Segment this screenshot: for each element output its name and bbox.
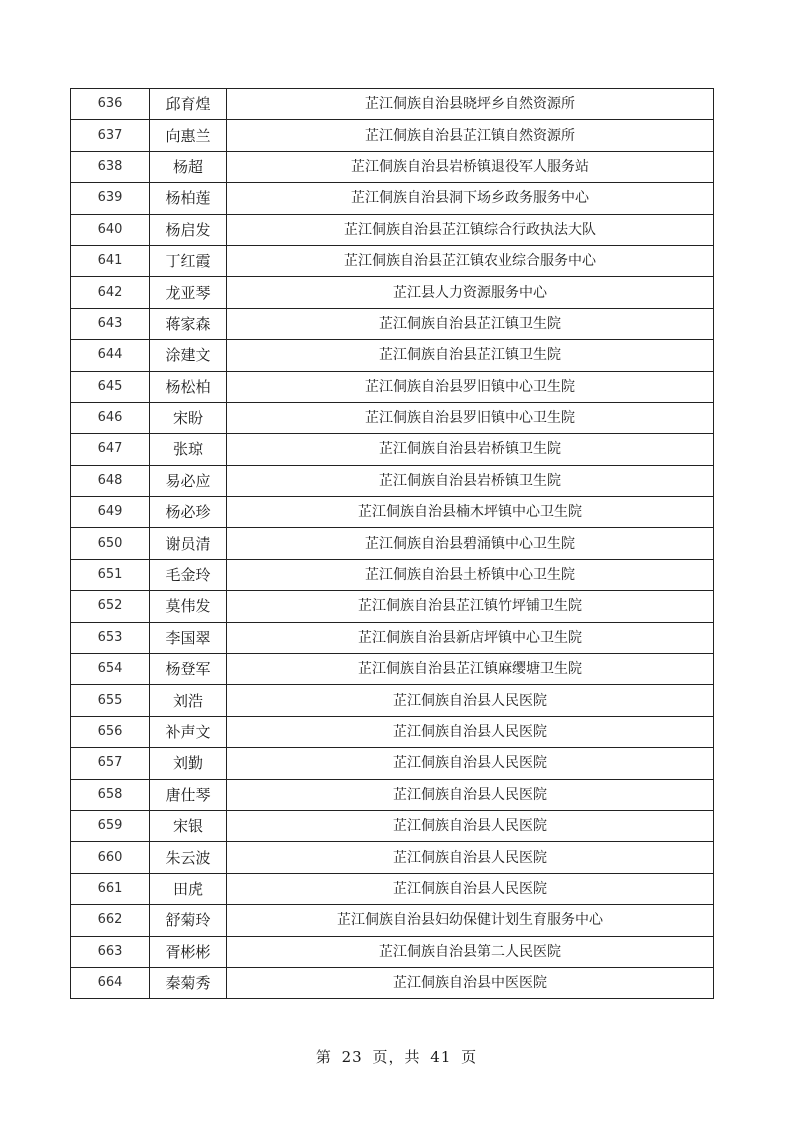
person-name: 易必应	[150, 465, 227, 496]
organization-name: 芷江侗族自治县芷江镇麻缨塘卫生院	[227, 654, 714, 685]
organization-name: 芷江侗族自治县岩桥镇卫生院	[227, 434, 714, 465]
organization-name: 芷江侗族自治县晓坪乡自然资源所	[227, 89, 714, 120]
row-number: 659	[71, 810, 150, 841]
row-number: 647	[71, 434, 150, 465]
person-name: 杨柏莲	[150, 183, 227, 214]
footer-current-page: 23	[341, 1048, 363, 1066]
organization-name: 芷江侗族自治县芷江镇卫生院	[227, 340, 714, 371]
organization-name: 芷江侗族自治县芷江镇卫生院	[227, 308, 714, 339]
table-row	[71, 936, 714, 967]
person-name: 朱云波	[150, 842, 227, 873]
person-name: 杨必珍	[150, 497, 227, 528]
row-number: 640	[71, 214, 150, 245]
person-name: 杨松柏	[150, 371, 227, 402]
table-row	[71, 465, 714, 496]
organization-name: 芷江侗族自治县妇幼保健计划生育服务中心	[227, 905, 714, 936]
table-row	[71, 873, 714, 904]
row-number: 663	[71, 936, 150, 967]
row-number: 658	[71, 779, 150, 810]
row-number: 649	[71, 497, 150, 528]
person-name: 舒菊玲	[150, 905, 227, 936]
person-name: 田虎	[150, 873, 227, 904]
person-name: 蒋家森	[150, 308, 227, 339]
table-row	[71, 183, 714, 214]
person-name: 刘浩	[150, 685, 227, 716]
row-number: 642	[71, 277, 150, 308]
organization-name: 芷江侗族自治县芷江镇农业综合服务中心	[227, 245, 714, 276]
organization-name: 芷江侗族自治县芷江镇综合行政执法大队	[227, 214, 714, 245]
organization-name: 芷江侗族自治县人民医院	[227, 810, 714, 841]
organization-name: 芷江县人力资源服务中心	[227, 277, 714, 308]
person-name: 宋盼	[150, 402, 227, 433]
row-number: 637	[71, 120, 150, 151]
table-row	[71, 842, 714, 873]
person-name: 李国翠	[150, 622, 227, 653]
table-row	[71, 214, 714, 245]
footer-prefix: 第	[315, 1048, 332, 1066]
roster-table	[70, 88, 714, 999]
person-name: 邱育煌	[150, 89, 227, 120]
table-row	[71, 277, 714, 308]
table-row	[71, 654, 714, 685]
person-name: 秦菊秀	[150, 967, 227, 998]
table-row	[71, 120, 714, 151]
person-name: 胥彬彬	[150, 936, 227, 967]
table-row	[71, 245, 714, 276]
row-number: 654	[71, 654, 150, 685]
organization-name: 芷江侗族自治县罗旧镇中心卫生院	[227, 402, 714, 433]
organization-name: 芷江侗族自治县人民医院	[227, 842, 714, 873]
row-number: 651	[71, 559, 150, 590]
person-name: 莫伟发	[150, 591, 227, 622]
table-row	[71, 89, 714, 120]
table-row	[71, 622, 714, 653]
row-number: 664	[71, 967, 150, 998]
organization-name: 芷江侗族自治县新店坪镇中心卫生院	[227, 622, 714, 653]
person-name: 丁红霞	[150, 245, 227, 276]
row-number: 641	[71, 245, 150, 276]
organization-name: 芷江侗族自治县楠木坪镇中心卫生院	[227, 497, 714, 528]
row-number: 655	[71, 685, 150, 716]
table-row	[71, 748, 714, 779]
organization-name: 芷江侗族自治县人民医院	[227, 685, 714, 716]
table-row	[71, 591, 714, 622]
organization-name: 芷江侗族自治县人民医院	[227, 748, 714, 779]
table-row	[71, 151, 714, 182]
table-row	[71, 497, 714, 528]
row-number: 639	[71, 183, 150, 214]
table-row	[71, 810, 714, 841]
organization-name: 芷江侗族自治县人民医院	[227, 779, 714, 810]
row-number: 646	[71, 402, 150, 433]
row-number: 638	[71, 151, 150, 182]
table-row	[71, 685, 714, 716]
person-name: 毛金玲	[150, 559, 227, 590]
person-name: 杨超	[150, 151, 227, 182]
organization-name: 芷江侗族自治县洞下场乡政务服务中心	[227, 183, 714, 214]
footer-total-pages: 41	[430, 1048, 452, 1066]
footer-page-unit: 页，共	[372, 1048, 421, 1066]
table-row	[71, 716, 714, 747]
person-name: 唐仕琴	[150, 779, 227, 810]
person-name: 张琼	[150, 434, 227, 465]
person-name: 龙亚琴	[150, 277, 227, 308]
page-footer	[0, 1046, 793, 1067]
person-name: 杨登军	[150, 654, 227, 685]
table-row	[71, 308, 714, 339]
person-name: 杨启发	[150, 214, 227, 245]
row-number: 656	[71, 716, 150, 747]
roster-table-body	[71, 89, 714, 999]
table-row	[71, 779, 714, 810]
row-number: 643	[71, 308, 150, 339]
table-row	[71, 340, 714, 371]
organization-name: 芷江侗族自治县中医医院	[227, 967, 714, 998]
organization-name: 芷江侗族自治县罗旧镇中心卫生院	[227, 371, 714, 402]
organization-name: 芷江侗族自治县碧涌镇中心卫生院	[227, 528, 714, 559]
person-name: 涂建文	[150, 340, 227, 371]
table-row	[71, 559, 714, 590]
table-row	[71, 528, 714, 559]
row-number: 662	[71, 905, 150, 936]
organization-name: 芷江侗族自治县岩桥镇退役军人服务站	[227, 151, 714, 182]
row-number: 636	[71, 89, 150, 120]
row-number: 652	[71, 591, 150, 622]
footer-suffix: 页	[461, 1048, 478, 1066]
row-number: 661	[71, 873, 150, 904]
row-number: 660	[71, 842, 150, 873]
row-number: 657	[71, 748, 150, 779]
person-name: 向惠兰	[150, 120, 227, 151]
row-number: 650	[71, 528, 150, 559]
row-number: 644	[71, 340, 150, 371]
table-row	[71, 402, 714, 433]
table-row	[71, 967, 714, 998]
organization-name: 芷江侗族自治县人民医院	[227, 716, 714, 747]
organization-name: 芷江侗族自治县人民医院	[227, 873, 714, 904]
table-row	[71, 371, 714, 402]
row-number: 653	[71, 622, 150, 653]
organization-name: 芷江侗族自治县芷江镇自然资源所	[227, 120, 714, 151]
person-name: 补声文	[150, 716, 227, 747]
organization-name: 芷江侗族自治县第二人民医院	[227, 936, 714, 967]
row-number: 648	[71, 465, 150, 496]
organization-name: 芷江侗族自治县土桥镇中心卫生院	[227, 559, 714, 590]
organization-name: 芷江侗族自治县岩桥镇卫生院	[227, 465, 714, 496]
person-name: 谢员清	[150, 528, 227, 559]
person-name: 宋银	[150, 810, 227, 841]
person-name: 刘勤	[150, 748, 227, 779]
row-number: 645	[71, 371, 150, 402]
table-row	[71, 434, 714, 465]
organization-name: 芷江侗族自治县芷江镇竹坪铺卫生院	[227, 591, 714, 622]
table-row	[71, 905, 714, 936]
